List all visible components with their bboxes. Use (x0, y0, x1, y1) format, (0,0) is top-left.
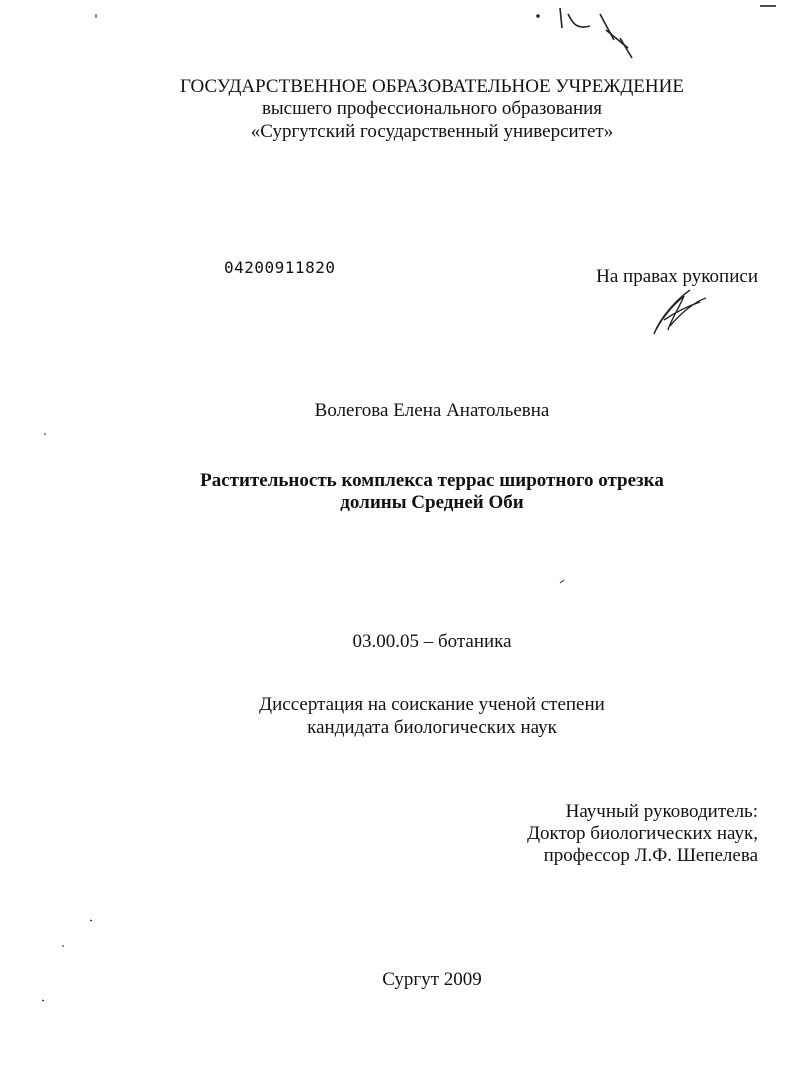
dissertation-title-line-2: долины Средней Оби (340, 492, 524, 513)
author-name: Волегова Елена Анатольевна (314, 400, 550, 421)
signature (654, 290, 706, 334)
specialty-code: 03.00.05 – ботаника (352, 631, 512, 652)
top-handwriting (537, 6, 776, 58)
registration-number: 04200911820 (224, 258, 336, 277)
degree-line-2: кандидата биологических наук (307, 717, 557, 738)
rights-note: На правах рукописи (596, 266, 758, 287)
city-year: Сургут 2009 (382, 969, 482, 990)
supervisor-degree: Доктор биологических наук, (527, 823, 758, 844)
university-name: «Сургутский государственный университет» (250, 121, 614, 142)
dissertation-title-line-1: Растительность комплекса террас широтного отрезка (200, 470, 664, 491)
institution-heading: ГОСУДАРСТВЕННОЕ ОБРАЗОВАТЕЛЬНОЕ УЧРЕЖДЕНИЕ (180, 76, 684, 97)
degree-line-1: Диссертация на соискание ученой степени (259, 694, 605, 715)
supervisor-label: Научный руководитель: (565, 801, 758, 822)
education-level: высшего профессионального образования (261, 98, 603, 119)
supervisor-name: профессор Л.Ф. Шепелева (543, 845, 758, 866)
